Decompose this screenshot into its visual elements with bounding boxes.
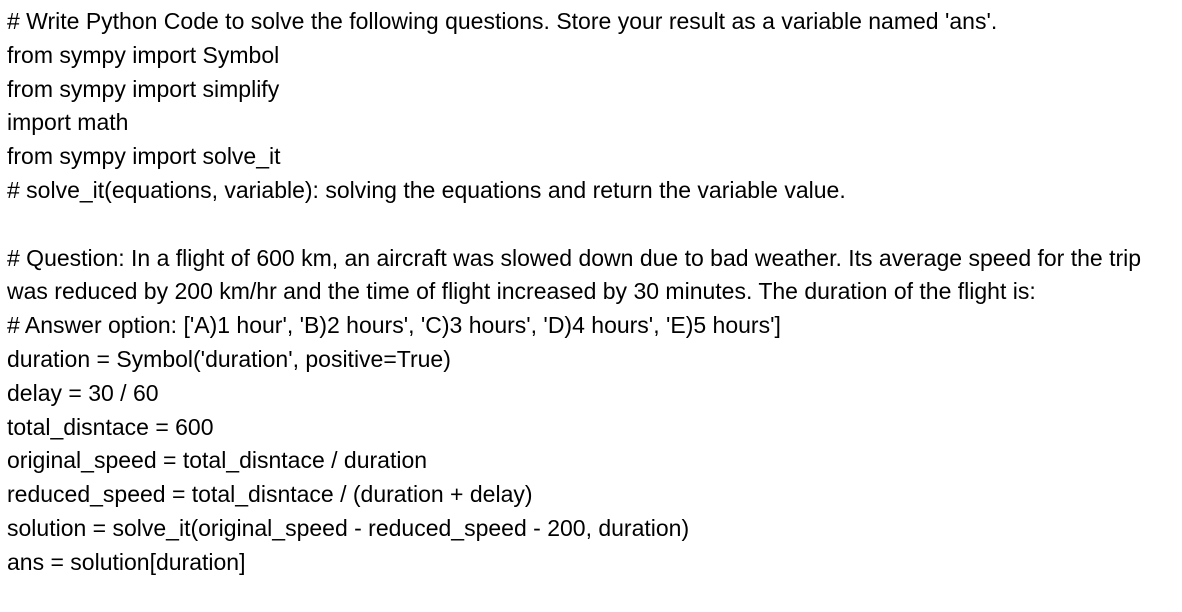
solve-it-doc-comment: # solve_it(equations, variable): solving the equations and return the variable value. [7,176,846,203]
import-simplify-line: from sympy import simplify [7,75,280,102]
solution-assignment: solution = solve_it(original_speed - reduced_speed - 200, duration) [7,514,690,541]
reduced-speed-assignment: reduced_speed = total_disntace / (duration + delay) [7,481,533,508]
delay-assignment: delay = 30 / 60 [7,379,159,406]
total-distance-assignment: total_disntace = 600 [7,413,214,440]
original-speed-assignment: original_speed = total_disntace / duration [7,447,428,474]
blank-line [7,208,1182,242]
question-comment: # Question: In a flight of 600 km, an aircraft was slowed down due to bad weather. Its average speed for the trip was reduced by 200 km/hr and the time of flight increased by 30 minutes. The duration of the flight is: [7,244,1142,305]
answer-options-comment: # Answer option: ['A)1 hour', 'B)2 hours', 'C)3 hours', 'D)4 hours', 'E)5 hours'] [7,312,781,339]
duration-assignment: duration = Symbol('duration', positive=True) [7,345,451,372]
import-math-line: import math [7,109,129,136]
import-solve-it-line: from sympy import solve_it [7,143,281,170]
import-symbol-line: from sympy import Symbol [7,41,280,68]
ans-assignment: ans = solution[duration] [7,548,246,575]
instruction-comment: # Write Python Code to solve the following questions. Store your result as a variable named 'ans'. [7,8,998,34]
